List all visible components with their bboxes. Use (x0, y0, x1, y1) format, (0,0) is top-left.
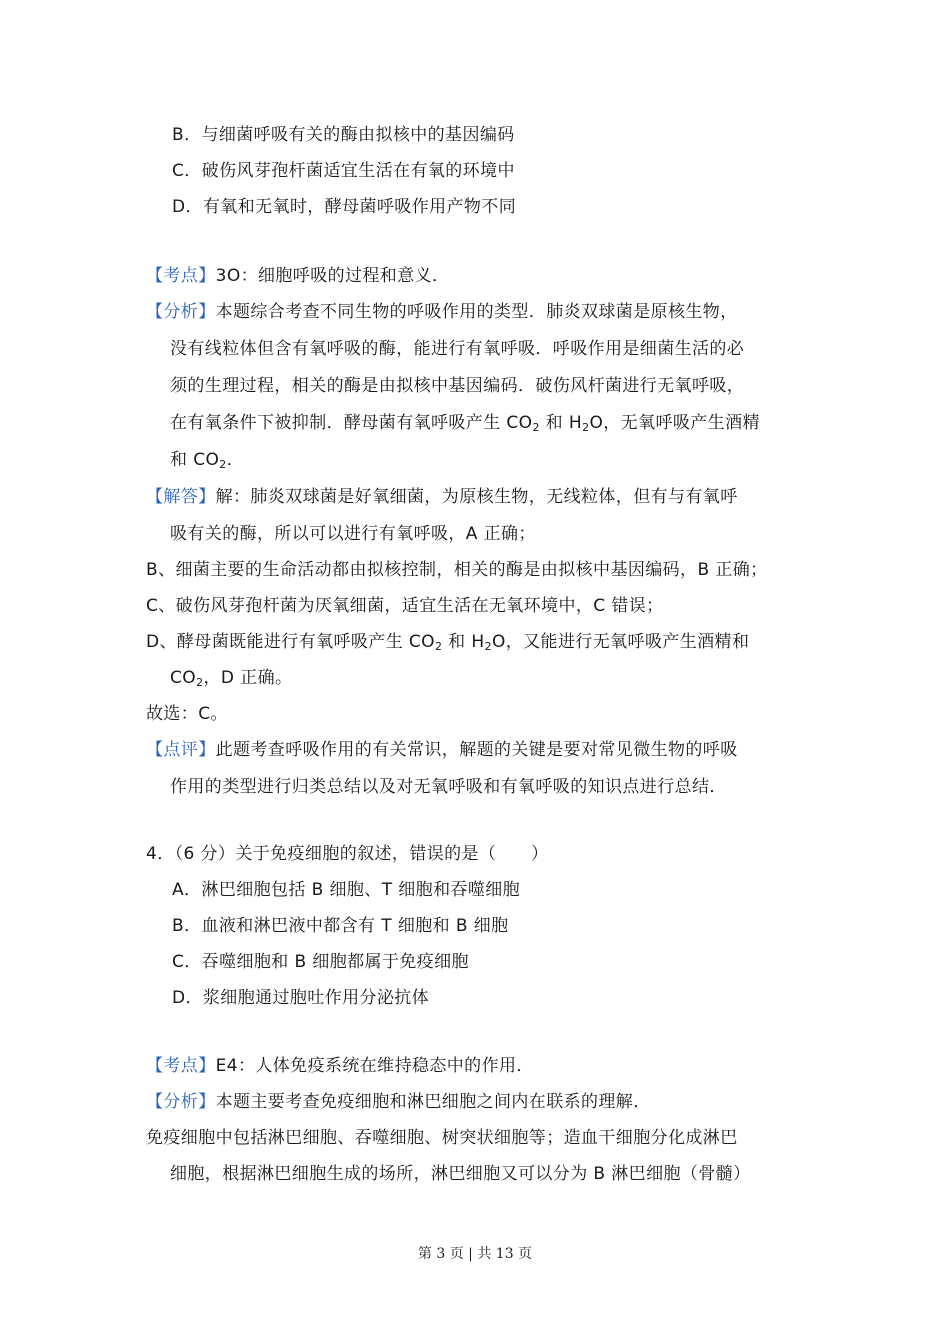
kaodian-tag: 【考点】 (146, 1056, 216, 1076)
q3-jieda-line-3: B、细菌主要的生命活动都由拟核控制，相关的酶是由拟核中基因编码，B 正确； (146, 560, 768, 580)
q4-fenxi-line-1 (146, 1090, 651, 1114)
subscript: 2 (582, 421, 590, 434)
fenxi-text: 本题综合考查不同生物的呼吸作用的类型．肺炎双球菌是原核生物， (215, 302, 738, 322)
q4-fenxi-line-3: 细胞，根据淋巴细胞生成的场所，淋巴细胞又可以分为 B 淋巴细胞（骨髓） (170, 1164, 751, 1184)
q3-answer: 故选：C。 (146, 704, 228, 724)
q3-fenxi-line-5 (170, 448, 244, 472)
dianping-text: 此题考查呼吸作用的有关常识，解题的关键是要对常见微生物的呼吸 (215, 740, 738, 760)
q4-fenxi-line-2: 免疫细胞中包括淋巴细胞、吞噬细胞、树突状细胞等；造血干细胞分化成淋巴 (146, 1128, 738, 1148)
fenxi-l4a: 在有氧条件下被抑制．酵母菌有氧呼吸产生 CO (170, 413, 533, 433)
fenxi-l5a: 和 CO (170, 450, 220, 470)
q3-jieda-line-2: 吸有关的酶，所以可以进行有氧呼吸，A 正确； (170, 524, 536, 544)
subscript: 2 (219, 458, 227, 471)
q3-fenxi-line-2: 没有线粒体但含有氧呼吸的酶，能进行有氧呼吸．呼吸作用是细菌生活的必 (170, 339, 745, 359)
q3-kaodian (146, 264, 449, 288)
subscript: 2 (484, 640, 492, 653)
q3-jieda-line-4: C、破伤风芽孢杆菌为厌氧细菌，适宜生活在无氧环境中，C 错误； (146, 596, 664, 616)
page-footer: 第 3 页 | 共 13 页 (417, 1246, 533, 1262)
q4-option-c: C．吞噬细胞和 B 细胞都属于免疫细胞 (172, 952, 469, 972)
fenxi-tag: 【分析】 (146, 1092, 216, 1112)
q4-option-b: B．血液和淋巴液中都含有 T 细胞和 B 细胞 (172, 916, 509, 936)
q4-stem: 4．（6 分）关于免疫细胞的叙述，错误的是（ ） (146, 844, 549, 864)
kaodian-text: E4：人体免疫系统在维持稳态中的作用． (215, 1056, 534, 1076)
jieda-l5b: 和 H (442, 632, 485, 652)
jieda-text: 解：肺炎双球菌是好氧细菌，为原核生物，无线粒体，但有与有氧呼 (215, 487, 738, 507)
jieda-l6a: CO (170, 668, 197, 688)
q3-jieda-line-1 (146, 485, 738, 509)
jieda-tag: 【解答】 (146, 487, 216, 507)
fenxi-tag: 【分析】 (146, 302, 216, 322)
subscript: 2 (196, 676, 204, 689)
kaodian-text: 3O：细胞呼吸的过程和意义． (215, 266, 450, 286)
q4-kaodian (146, 1054, 534, 1078)
fenxi-l5b: ． (226, 450, 245, 470)
fenxi-text: 本题主要考查免疫细胞和淋巴细胞之间内在联系的理解． (215, 1092, 651, 1112)
fenxi-l4c: O，无氧呼吸产生酒精 (589, 413, 760, 433)
subscript: 2 (532, 421, 540, 434)
q3-option-c: C．破伤风芽孢杆菌适宜生活在有氧的环境中 (172, 161, 515, 181)
q3-fenxi-line-1 (146, 300, 738, 324)
dianping-tag: 【点评】 (146, 740, 216, 760)
q3-option-b: B．与细菌呼吸有关的酶由拟核中的基因编码 (172, 125, 515, 145)
jieda-l5a: D、酵母菌既能进行有氧呼吸产生 CO (146, 632, 435, 652)
kaodian-tag: 【考点】 (146, 266, 216, 286)
fenxi-l4b: 和 H (539, 413, 583, 433)
q3-jieda-line-6 (170, 666, 292, 690)
q4-option-d: D．浆细胞通过胞吐作用分泌抗体 (172, 988, 430, 1008)
q3-fenxi-line-3: 须的生理过程，相关的酶是由拟核中基因编码．破伤风杆菌进行无氧呼吸， (170, 376, 745, 396)
subscript: 2 (434, 640, 443, 653)
jieda-l6b: ，D 正确。 (203, 668, 293, 688)
q3-option-d: D．有氧和无氧时，酵母菌呼吸作用产物不同 (172, 197, 517, 217)
q3-jieda-line-5 (146, 630, 749, 654)
q4-option-a: A．淋巴细胞包括 B 细胞、T 细胞和吞噬细胞 (172, 880, 521, 900)
q3-dianping-line-1 (146, 738, 738, 762)
q3-dianping-line-2: 作用的类型进行归类总结以及对无氧呼吸和有氧呼吸的知识点进行总结． (170, 777, 727, 797)
jieda-l5c: O，又能进行无氧呼吸产生酒精和 (491, 632, 750, 652)
q3-fenxi-line-4 (170, 411, 760, 435)
